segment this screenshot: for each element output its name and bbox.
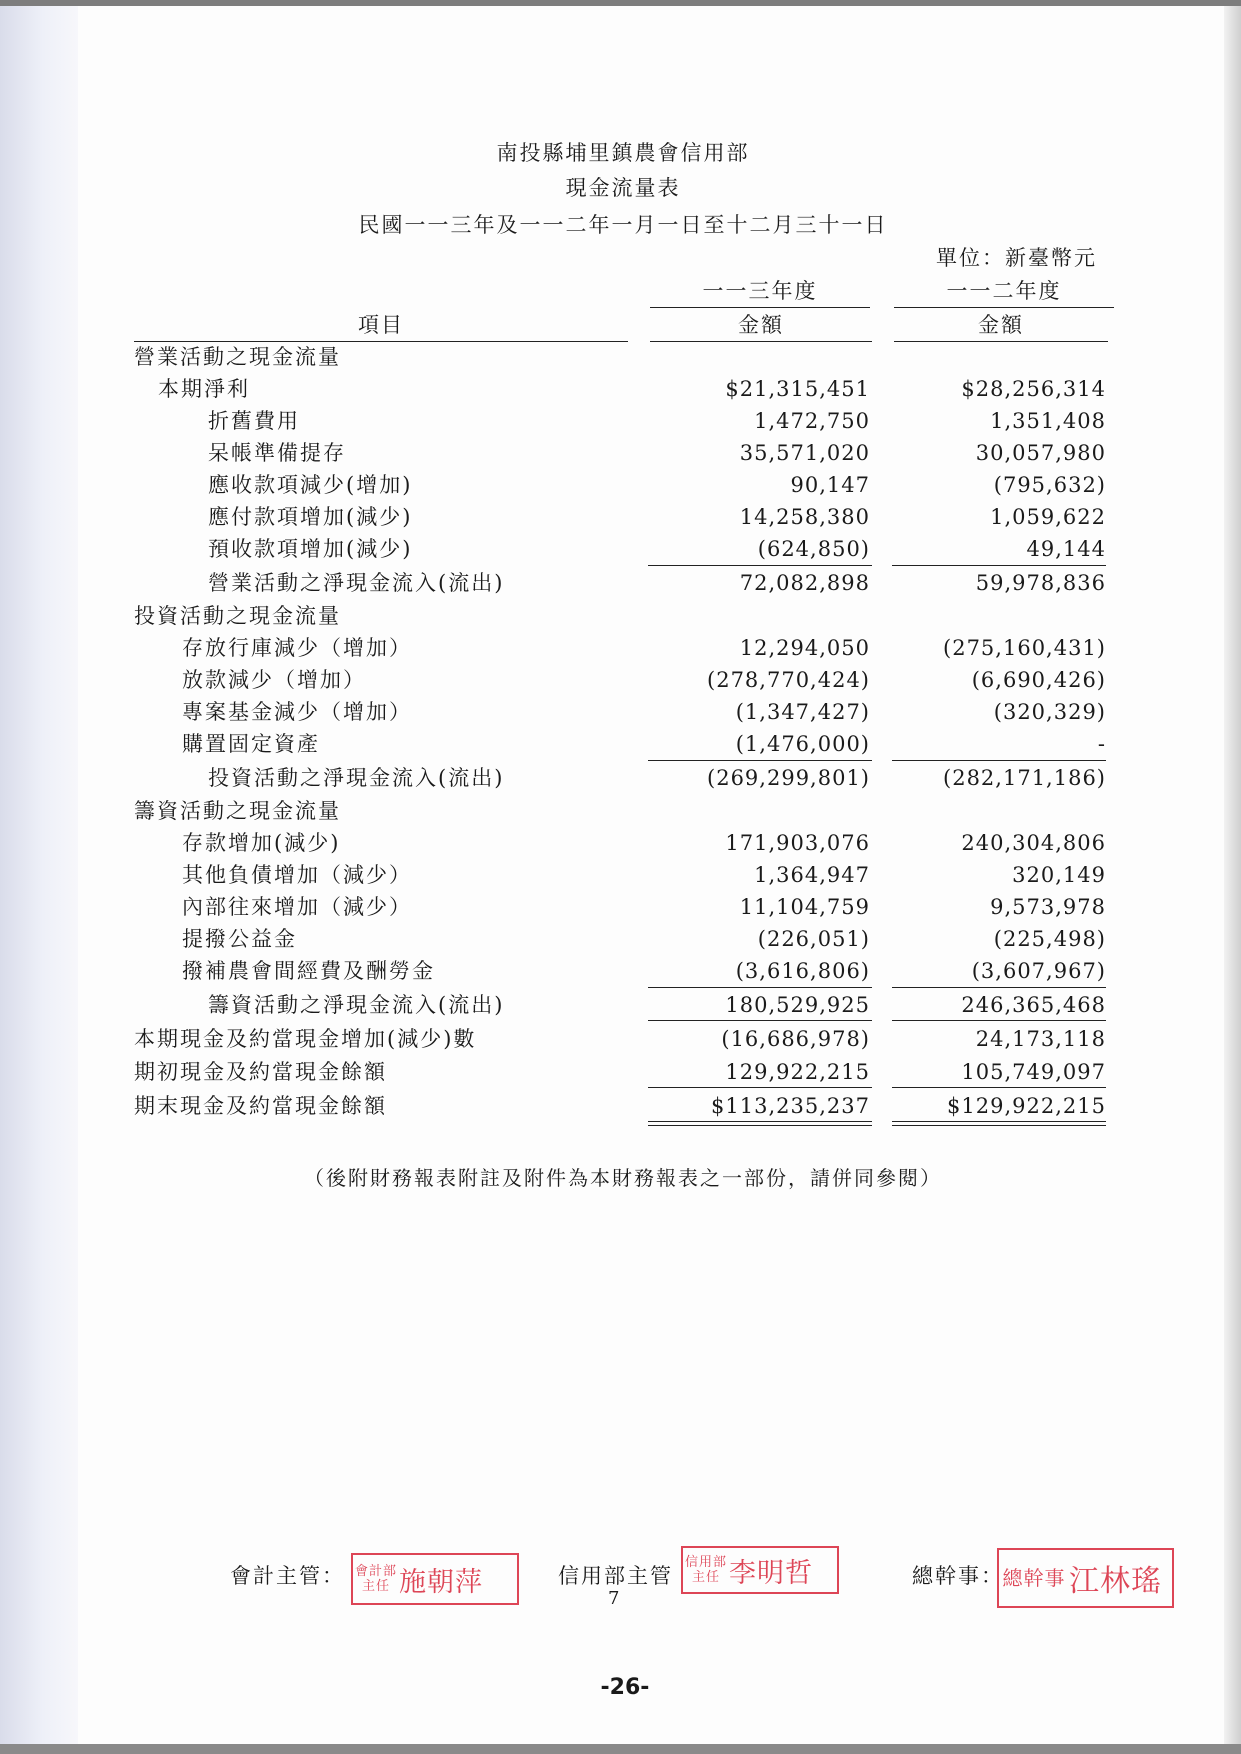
value-113: $21,315,451	[725, 377, 870, 401]
column-amount-113: 金額	[650, 309, 872, 342]
table-row	[0, 568, 1241, 600]
row-label: 營業活動之淨現金流入(流出)	[208, 571, 505, 595]
subtotal-rule	[648, 760, 872, 761]
table-row	[0, 342, 1241, 374]
row-label: 籌資活動之淨現金流入(流出)	[208, 993, 505, 1017]
value-112: (320,329)	[993, 700, 1106, 724]
accounting-supervisor-label: 會計主管：	[230, 1564, 345, 1588]
row-label: 應收款項減少(增加)	[208, 473, 413, 497]
stamp-name: 施朝萍	[399, 1566, 483, 1598]
row-label: 營業活動之現金流量	[134, 345, 341, 369]
general-manager-seal-stamp	[997, 1548, 1174, 1608]
table-row	[0, 374, 1241, 406]
row-label: 購置固定資產	[182, 732, 320, 756]
value-112: 1,351,408	[990, 409, 1106, 433]
value-112: -	[1097, 732, 1106, 756]
value-113: (226,051)	[757, 927, 870, 951]
table-row	[0, 924, 1241, 956]
subtotal-rule	[892, 760, 1106, 761]
page-footer: -26-	[600, 1675, 650, 1700]
value-112: (795,632)	[993, 473, 1106, 497]
value-112: 240,304,806	[961, 831, 1106, 855]
table-row	[0, 763, 1241, 795]
table-row	[0, 534, 1241, 566]
currency-unit: 單位：新臺幣元	[936, 246, 1097, 270]
row-label: 其他負債增加（減少）	[182, 863, 412, 887]
table-row	[0, 956, 1241, 988]
value-113: (1,347,427)	[735, 700, 870, 724]
row-label: 放款減少（增加）	[182, 668, 366, 692]
row-label: 專案基金減少（增加）	[182, 700, 412, 724]
table-row	[0, 990, 1241, 1022]
value-112: 59,978,836	[975, 571, 1106, 595]
statement-title: 現金流量表	[565, 176, 681, 200]
row-label: 存放行庫減少（增加）	[182, 636, 412, 660]
row-label: 期初現金及約當現金餘額	[134, 1060, 387, 1084]
value-113: 1,364,947	[754, 863, 870, 887]
table-row	[0, 796, 1241, 828]
statement-note: （後附財務報表附註及附件為本財務報表之一部份，請併同參閱）	[304, 1166, 942, 1190]
value-113: 90,147	[790, 473, 870, 497]
table-row	[0, 665, 1241, 697]
row-label: 呆帳準備提存	[208, 441, 346, 465]
value-113: (3,616,806)	[735, 959, 870, 983]
value-113: 180,529,925	[725, 993, 870, 1017]
subtotal-rule	[648, 565, 872, 566]
column-year-112: 一一二年度	[894, 275, 1114, 308]
subtotal-rule	[892, 565, 1106, 566]
subtotal-rule	[648, 1087, 872, 1088]
table-row	[0, 729, 1241, 761]
value-112: 49,144	[1026, 537, 1106, 561]
value-112: 30,057,980	[975, 441, 1106, 465]
row-label: 期末現金及約當現金餘額	[134, 1094, 387, 1118]
row-label: 投資活動之淨現金流入(流出)	[208, 766, 505, 790]
table-row	[0, 406, 1241, 438]
row-label: 籌資活動之現金流量	[134, 799, 341, 823]
value-113: 35,571,020	[739, 441, 870, 465]
subtotal-rule	[892, 1020, 1106, 1021]
value-112: (275,160,431)	[943, 636, 1106, 660]
value-112: (3,607,967)	[971, 959, 1106, 983]
table-row	[0, 633, 1241, 665]
stamp-name: 李明哲	[729, 1557, 813, 1589]
general-manager-label: 總幹事：	[912, 1564, 1004, 1588]
stamp-name: 江林瑤	[1069, 1564, 1162, 1599]
row-label: 存款增加(減少)	[182, 831, 341, 855]
value-113: 129,922,215	[725, 1060, 870, 1084]
value-113: (624,850)	[757, 537, 870, 561]
value-112: 1,059,622	[990, 505, 1106, 529]
row-label: 內部往來增加（減少）	[182, 895, 412, 919]
value-113: 11,104,759	[739, 895, 870, 919]
table-row	[0, 470, 1241, 502]
row-label: 本期現金及約當現金增加(減少)數	[134, 1027, 477, 1051]
value-113: (16,686,978)	[721, 1027, 870, 1051]
credit-seal-stamp	[681, 1546, 839, 1594]
value-112: $129,922,215	[947, 1094, 1106, 1118]
scan-bottom-edge	[0, 1744, 1241, 1754]
value-112: 24,173,118	[975, 1027, 1106, 1051]
row-label: 提撥公益金	[182, 927, 297, 951]
value-113: 171,903,076	[725, 831, 870, 855]
table-row	[0, 697, 1241, 729]
column-item-header: 項目	[134, 309, 628, 342]
value-113: (1,476,000)	[735, 732, 870, 756]
stamp-title: 總幹事	[1002, 1566, 1066, 1590]
value-113: (269,299,801)	[707, 766, 870, 790]
page-number: 7	[608, 1588, 620, 1609]
row-label: 本期淨利	[158, 377, 250, 401]
table-row	[0, 502, 1241, 534]
table-row	[0, 1024, 1241, 1056]
column-year-113: 一一三年度	[650, 275, 870, 308]
total-double-rule	[648, 1121, 872, 1126]
value-113: 72,082,898	[739, 571, 870, 595]
accounting-seal-stamp	[351, 1553, 519, 1605]
value-112: 246,365,468	[961, 993, 1106, 1017]
subtotal-rule	[892, 987, 1106, 988]
value-112: (6,690,426)	[971, 668, 1106, 692]
value-113: 12,294,050	[739, 636, 870, 660]
org-name: 南投縣埔里鎮農會信用部	[496, 141, 750, 165]
total-double-rule	[892, 1121, 1106, 1126]
value-112: (282,171,186)	[943, 766, 1106, 790]
table-row	[0, 601, 1241, 633]
row-label: 折舊費用	[208, 409, 300, 433]
stamp-title: 會計部主任	[354, 1564, 397, 1594]
table-row	[0, 438, 1241, 470]
table-row	[0, 860, 1241, 892]
value-112: 105,749,097	[961, 1060, 1106, 1084]
row-label: 投資活動之現金流量	[134, 604, 341, 628]
row-label: 預收款項增加(減少)	[208, 537, 413, 561]
value-113: 14,258,380	[739, 505, 870, 529]
subtotal-rule	[648, 987, 872, 988]
subtotal-rule	[648, 1020, 872, 1021]
table-row	[0, 1091, 1241, 1123]
value-112: 320,149	[1012, 863, 1106, 887]
table-row	[0, 828, 1241, 860]
statement-period: 民國一一三年及一一二年一月一日至十二月三十一日	[358, 213, 888, 237]
value-113: (278,770,424)	[707, 668, 870, 692]
row-label: 撥補農會間經費及酬勞金	[182, 959, 435, 983]
value-112: $28,256,314	[961, 377, 1106, 401]
value-113: 1,472,750	[754, 409, 870, 433]
table-row	[0, 892, 1241, 924]
credit-supervisor-label: 信用部主管	[558, 1564, 673, 1588]
value-112: 9,573,978	[990, 895, 1106, 919]
table-row	[0, 1057, 1241, 1089]
stamp-title: 信用部主任	[684, 1555, 727, 1585]
value-113: $113,235,237	[711, 1094, 870, 1118]
column-amount-112: 金額	[894, 309, 1108, 342]
subtotal-rule	[892, 1087, 1106, 1088]
value-112: (225,498)	[993, 927, 1106, 951]
row-label: 應付款項增加(減少)	[208, 505, 413, 529]
